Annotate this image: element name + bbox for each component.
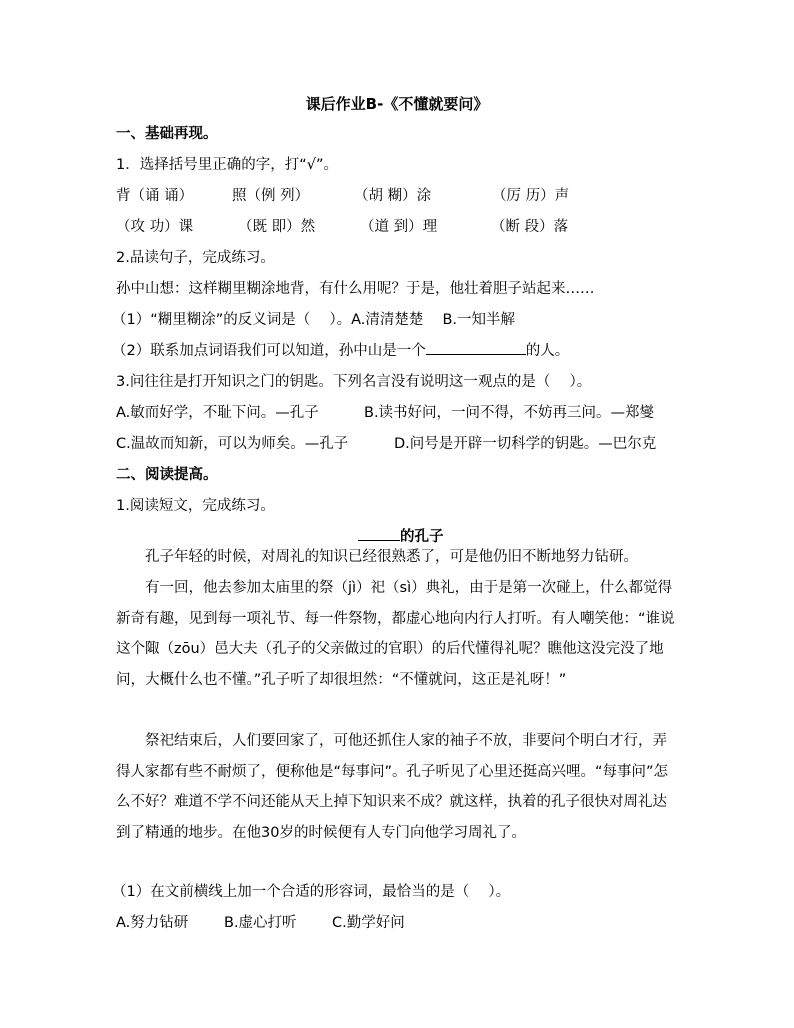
reading-sub-1-options: [116, 913, 405, 933]
word-choice[interactable]: （厉 历）声: [492, 188, 570, 204]
option-d[interactable]: D.问号是开辟一切科学的钥匙。—巴尔克: [394, 436, 657, 452]
question-2-sub-1: （1）“糊里糊涂”的反义词是（ ）。A.清清楚楚 B.一知半解: [112, 312, 516, 328]
word-row-1: [116, 186, 569, 206]
question-3-options-ab: [116, 403, 654, 423]
sub-2-text-before: （2）联系加点词语我们可以知道，孙中山是一个: [112, 343, 426, 359]
option-b[interactable]: B.读书好问，一问不得，不妨再三问。—郑燮: [364, 405, 655, 421]
section-1-heading: 一、基础再现。: [116, 126, 218, 142]
passage-paragraph-2: 有一回，他去参加太庙里的祭（jì）祀（sì）典礼，由于是第一次碰上，什么都觉得新奇有趣，见到每一项礼节、每一件祭物，都虚心地向内行人打听。有人嘲笑他：“谁说这个陬（zōu）邑大夫（孔子的父亲做过的官职）的后代懂得礼呢？瞧他这没完没了地问，大概什么也不懂。”孔子听了却很坦然：“不懂就问，这正是礼呀！”: [116, 580, 675, 688]
option-a[interactable]: A.敏而好学，不耻下问。—孔子: [116, 405, 319, 421]
word-choice[interactable]: （道 到）理: [360, 219, 438, 235]
word-row-2: [116, 217, 568, 237]
passage-paragraph-1: 孔子年轻的时候，对周礼的知识已经很熟悉了，可是他仍旧不断地努力钻研。: [145, 549, 638, 565]
word-choice[interactable]: （断 段）落: [491, 219, 569, 235]
passage-title-blank[interactable]: [358, 540, 400, 541]
option-b[interactable]: B.虚心打听: [224, 915, 297, 931]
word-choice[interactable]: （胡 糊）涂: [354, 188, 432, 204]
reading-prompt: 1.阅读短文，完成练习。: [116, 498, 275, 514]
passage-title-text: 的孔子: [400, 529, 444, 545]
option-a[interactable]: A.努力钻研: [116, 915, 189, 931]
section-2-heading: 二、阅读提高。: [116, 467, 218, 483]
sub-2-text-after: 的人。: [525, 343, 570, 359]
word-choice[interactable]: 照（例 列）: [232, 188, 310, 204]
word-choice[interactable]: （既 即）然: [238, 219, 316, 235]
option-c[interactable]: C.勤学好问: [332, 915, 405, 931]
question-2-prompt: 2.品读句子，完成练习。: [116, 250, 275, 266]
word-choice[interactable]: （攻 功）课: [116, 219, 194, 235]
question-2-sub-2: [112, 341, 569, 361]
answer-blank[interactable]: [426, 354, 526, 355]
question-3-prompt: 3.问往往是打开知识之门的钥匙。下列名言没有说明这一观点的是（ ）。: [116, 374, 592, 390]
question-3-options-cd: [116, 434, 656, 454]
passage-paragraph-3: 祭祀结束后，人们要回家了，可他还抓住人家的袖子不放，非要问个明白才行，弄得人家都有些不耐烦了，便称他是“每事问”。孔子听见了心里还挺高兴哩。“每事问”怎么不好？难道不学不问还能从天上掉下知识来不成？就这样，执着的孔子很快对周礼达到了精通的地步。在他30岁的时候便有人专门向他学习周礼了。: [116, 733, 669, 841]
question-2-quote: 孙中山想：这样糊里糊涂地背，有什么用呢？于是，他壮着胆子站起来……: [116, 281, 595, 297]
option-c[interactable]: C.温故而知新，可以为师矣。—孔子: [116, 436, 349, 452]
page-title: 课后作业B-《不懂就要问》: [305, 95, 489, 113]
word-choice[interactable]: 背（诵 诵）: [116, 188, 194, 204]
question-1-prompt: 1．选择括号里正确的字，打“√”。: [116, 157, 338, 173]
reading-sub-1: （1）在文前横线上加一个合适的形容词，最恰当的是（ ）。: [112, 884, 511, 900]
